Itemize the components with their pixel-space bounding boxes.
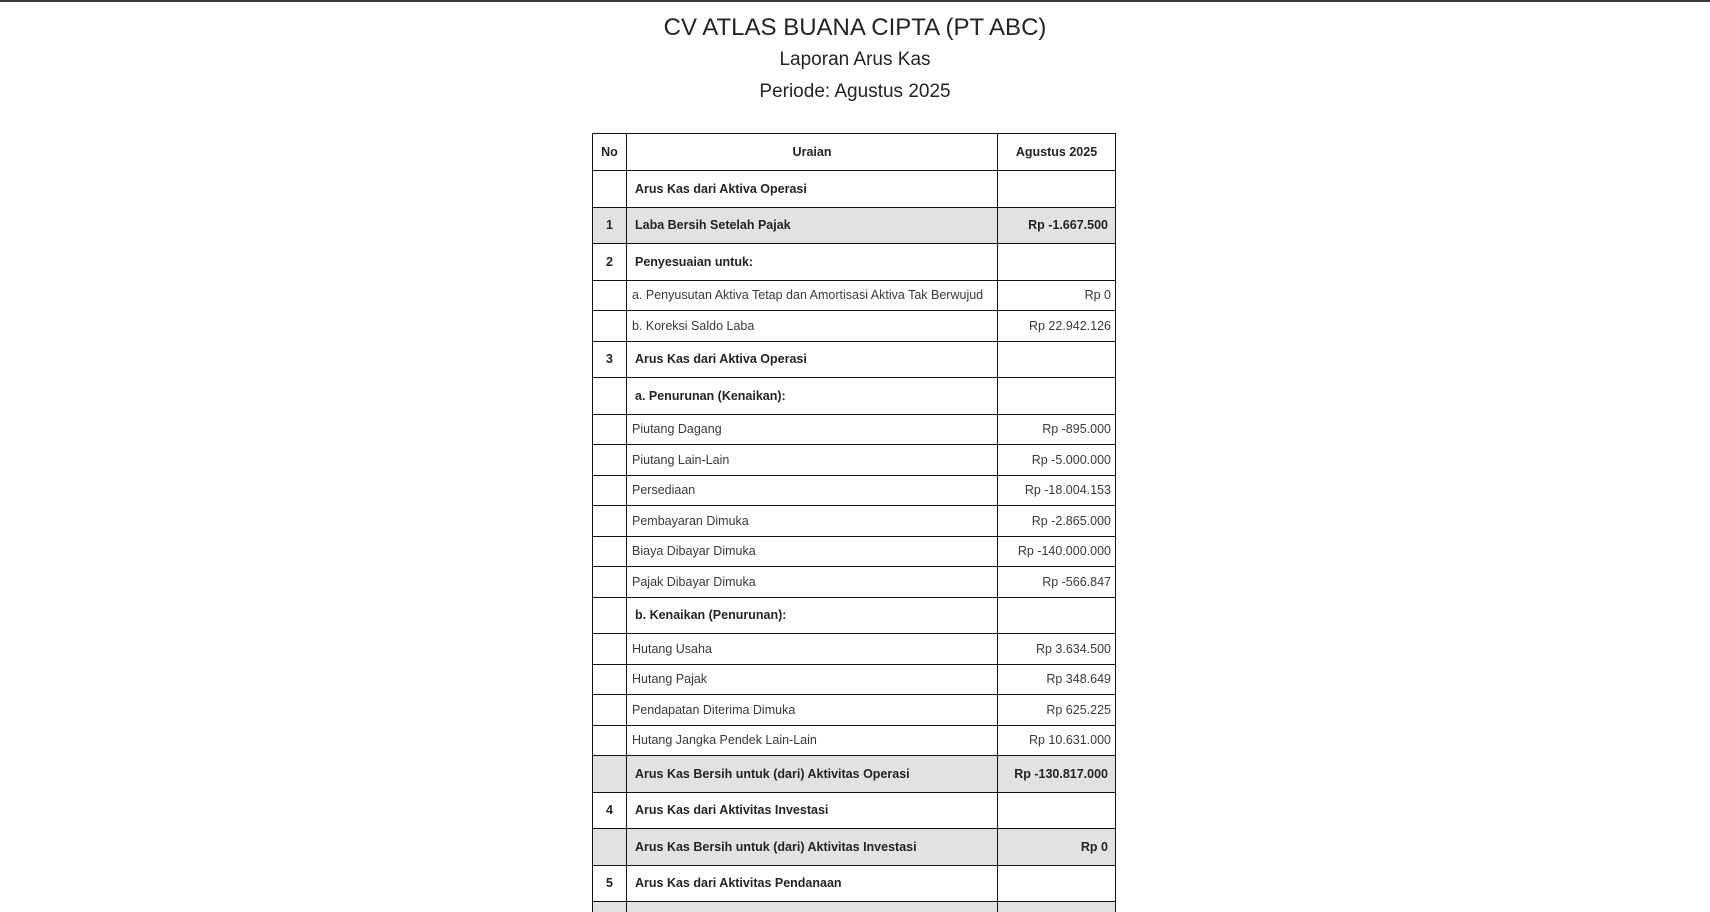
row-label — [627, 902, 998, 912]
row-amount: Rp 625.225 — [998, 695, 1116, 726]
row-label: Hutang Pajak — [627, 664, 998, 695]
row-amount: Rp 10.631.000 — [998, 725, 1116, 756]
table-row — [593, 664, 1116, 695]
row-amount: Rp -140.000.000 — [998, 536, 1116, 567]
row-no: 2 — [593, 244, 627, 281]
row-label: Biaya Dibayar Dimuka — [627, 536, 998, 567]
row-no — [593, 536, 627, 567]
row-label: Arus Kas dari Aktivitas Pendanaan — [627, 865, 998, 902]
row-label: a. Penurunan (Kenaikan): — [627, 378, 998, 415]
row-no — [593, 445, 627, 476]
company-name: CV ATLAS BUANA CIPTA (PT ABC) — [663, 14, 1047, 41]
column-header-uraian: Uraian — [627, 134, 998, 171]
table-row — [593, 475, 1116, 506]
row-no — [593, 597, 627, 634]
row-amount — [998, 244, 1116, 281]
row-no — [593, 311, 627, 342]
table-row-section — [593, 792, 1116, 829]
row-no — [593, 475, 627, 506]
row-amount — [998, 902, 1116, 912]
table-row — [593, 725, 1116, 756]
row-no — [593, 414, 627, 445]
row-amount: Rp -18.004.153 — [998, 475, 1116, 506]
row-no — [593, 567, 627, 598]
table-row — [593, 634, 1116, 665]
row-amount — [998, 597, 1116, 634]
row-no — [593, 171, 627, 208]
table-row — [593, 414, 1116, 445]
column-header-no: No — [593, 134, 627, 171]
row-no — [593, 664, 627, 695]
row-label: Hutang Jangka Pendek Lain-Lain — [627, 725, 998, 756]
report-header — [0, 12, 1710, 108]
table-row-total — [593, 829, 1116, 866]
column-header-period: Agustus 2025 — [998, 134, 1116, 171]
row-label: Pembayaran Dimuka — [627, 506, 998, 537]
table-row-section — [593, 244, 1116, 281]
row-amount — [998, 378, 1116, 415]
row-amount — [998, 865, 1116, 902]
row-label: Arus Kas dari Aktivitas Investasi — [627, 792, 998, 829]
row-amount: Rp -2.865.000 — [998, 506, 1116, 537]
table-row — [593, 445, 1116, 476]
row-amount: Rp -566.847 — [998, 567, 1116, 598]
row-amount: Rp 0 — [998, 280, 1116, 311]
row-no — [593, 280, 627, 311]
table-row-subsection — [593, 378, 1116, 415]
row-label: Pendapatan Diterima Dimuka — [627, 695, 998, 726]
row-amount: Rp 348.649 — [998, 664, 1116, 695]
row-label: Arus Kas Bersih untuk (dari) Aktivitas Investasi — [627, 829, 998, 866]
row-no — [593, 725, 627, 756]
row-label: Penyesuaian untuk: — [627, 244, 998, 281]
row-amount: Rp 0 — [998, 829, 1116, 866]
row-amount: Rp 22.942.126 — [998, 311, 1116, 342]
row-label: Persediaan — [627, 475, 998, 506]
row-no: 4 — [593, 792, 627, 829]
table-header-row — [593, 134, 1116, 171]
row-no — [593, 756, 627, 793]
row-label: Piutang Lain-Lain — [627, 445, 998, 476]
table-row — [593, 280, 1116, 311]
report-period: Periode: Agustus 2025 — [759, 81, 951, 102]
row-label: Laba Bersih Setelah Pajak — [627, 207, 998, 244]
row-label: Arus Kas Bersih untuk (dari) Aktivitas Operasi — [627, 756, 998, 793]
row-amount — [998, 792, 1116, 829]
table-row — [593, 506, 1116, 537]
row-no — [593, 902, 627, 912]
table-row-section — [593, 341, 1116, 378]
row-amount: Rp -895.000 — [998, 414, 1116, 445]
table-row-total — [593, 207, 1116, 244]
table-row — [593, 536, 1116, 567]
row-amount: Rp -1.667.500 — [998, 207, 1116, 244]
row-amount — [998, 171, 1116, 208]
row-amount: Rp -130.817.000 — [998, 756, 1116, 793]
row-label: Pajak Dibayar Dimuka — [627, 567, 998, 598]
table-row-total — [593, 902, 1116, 912]
table-row-total — [593, 756, 1116, 793]
row-label: Hutang Usaha — [627, 634, 998, 665]
table-row — [593, 311, 1116, 342]
row-amount: Rp -5.000.000 — [998, 445, 1116, 476]
report-title: Laporan Arus Kas — [779, 49, 931, 70]
row-label: b. Kenaikan (Penurunan): — [627, 597, 998, 634]
row-no — [593, 506, 627, 537]
table-row-section — [593, 171, 1116, 208]
row-no: 1 — [593, 207, 627, 244]
row-label: a. Penyusutan Aktiva Tetap dan Amortisasi Aktiva Tak Berwujud — [627, 280, 998, 311]
row-no — [593, 378, 627, 415]
table-row — [593, 695, 1116, 726]
row-label: Arus Kas dari Aktiva Operasi — [627, 341, 998, 378]
table-row — [593, 567, 1116, 598]
cash-flow-table — [592, 133, 1116, 912]
row-label: Piutang Dagang — [627, 414, 998, 445]
table-row-subsection — [593, 597, 1116, 634]
row-label: Arus Kas dari Aktiva Operasi — [627, 171, 998, 208]
row-no — [593, 695, 627, 726]
table-row-section — [593, 865, 1116, 902]
row-amount — [998, 341, 1116, 378]
row-label: b. Koreksi Saldo Laba — [627, 311, 998, 342]
row-amount: Rp 3.634.500 — [998, 634, 1116, 665]
row-no: 5 — [593, 865, 627, 902]
row-no: 3 — [593, 341, 627, 378]
row-no — [593, 634, 627, 665]
row-no — [593, 829, 627, 866]
